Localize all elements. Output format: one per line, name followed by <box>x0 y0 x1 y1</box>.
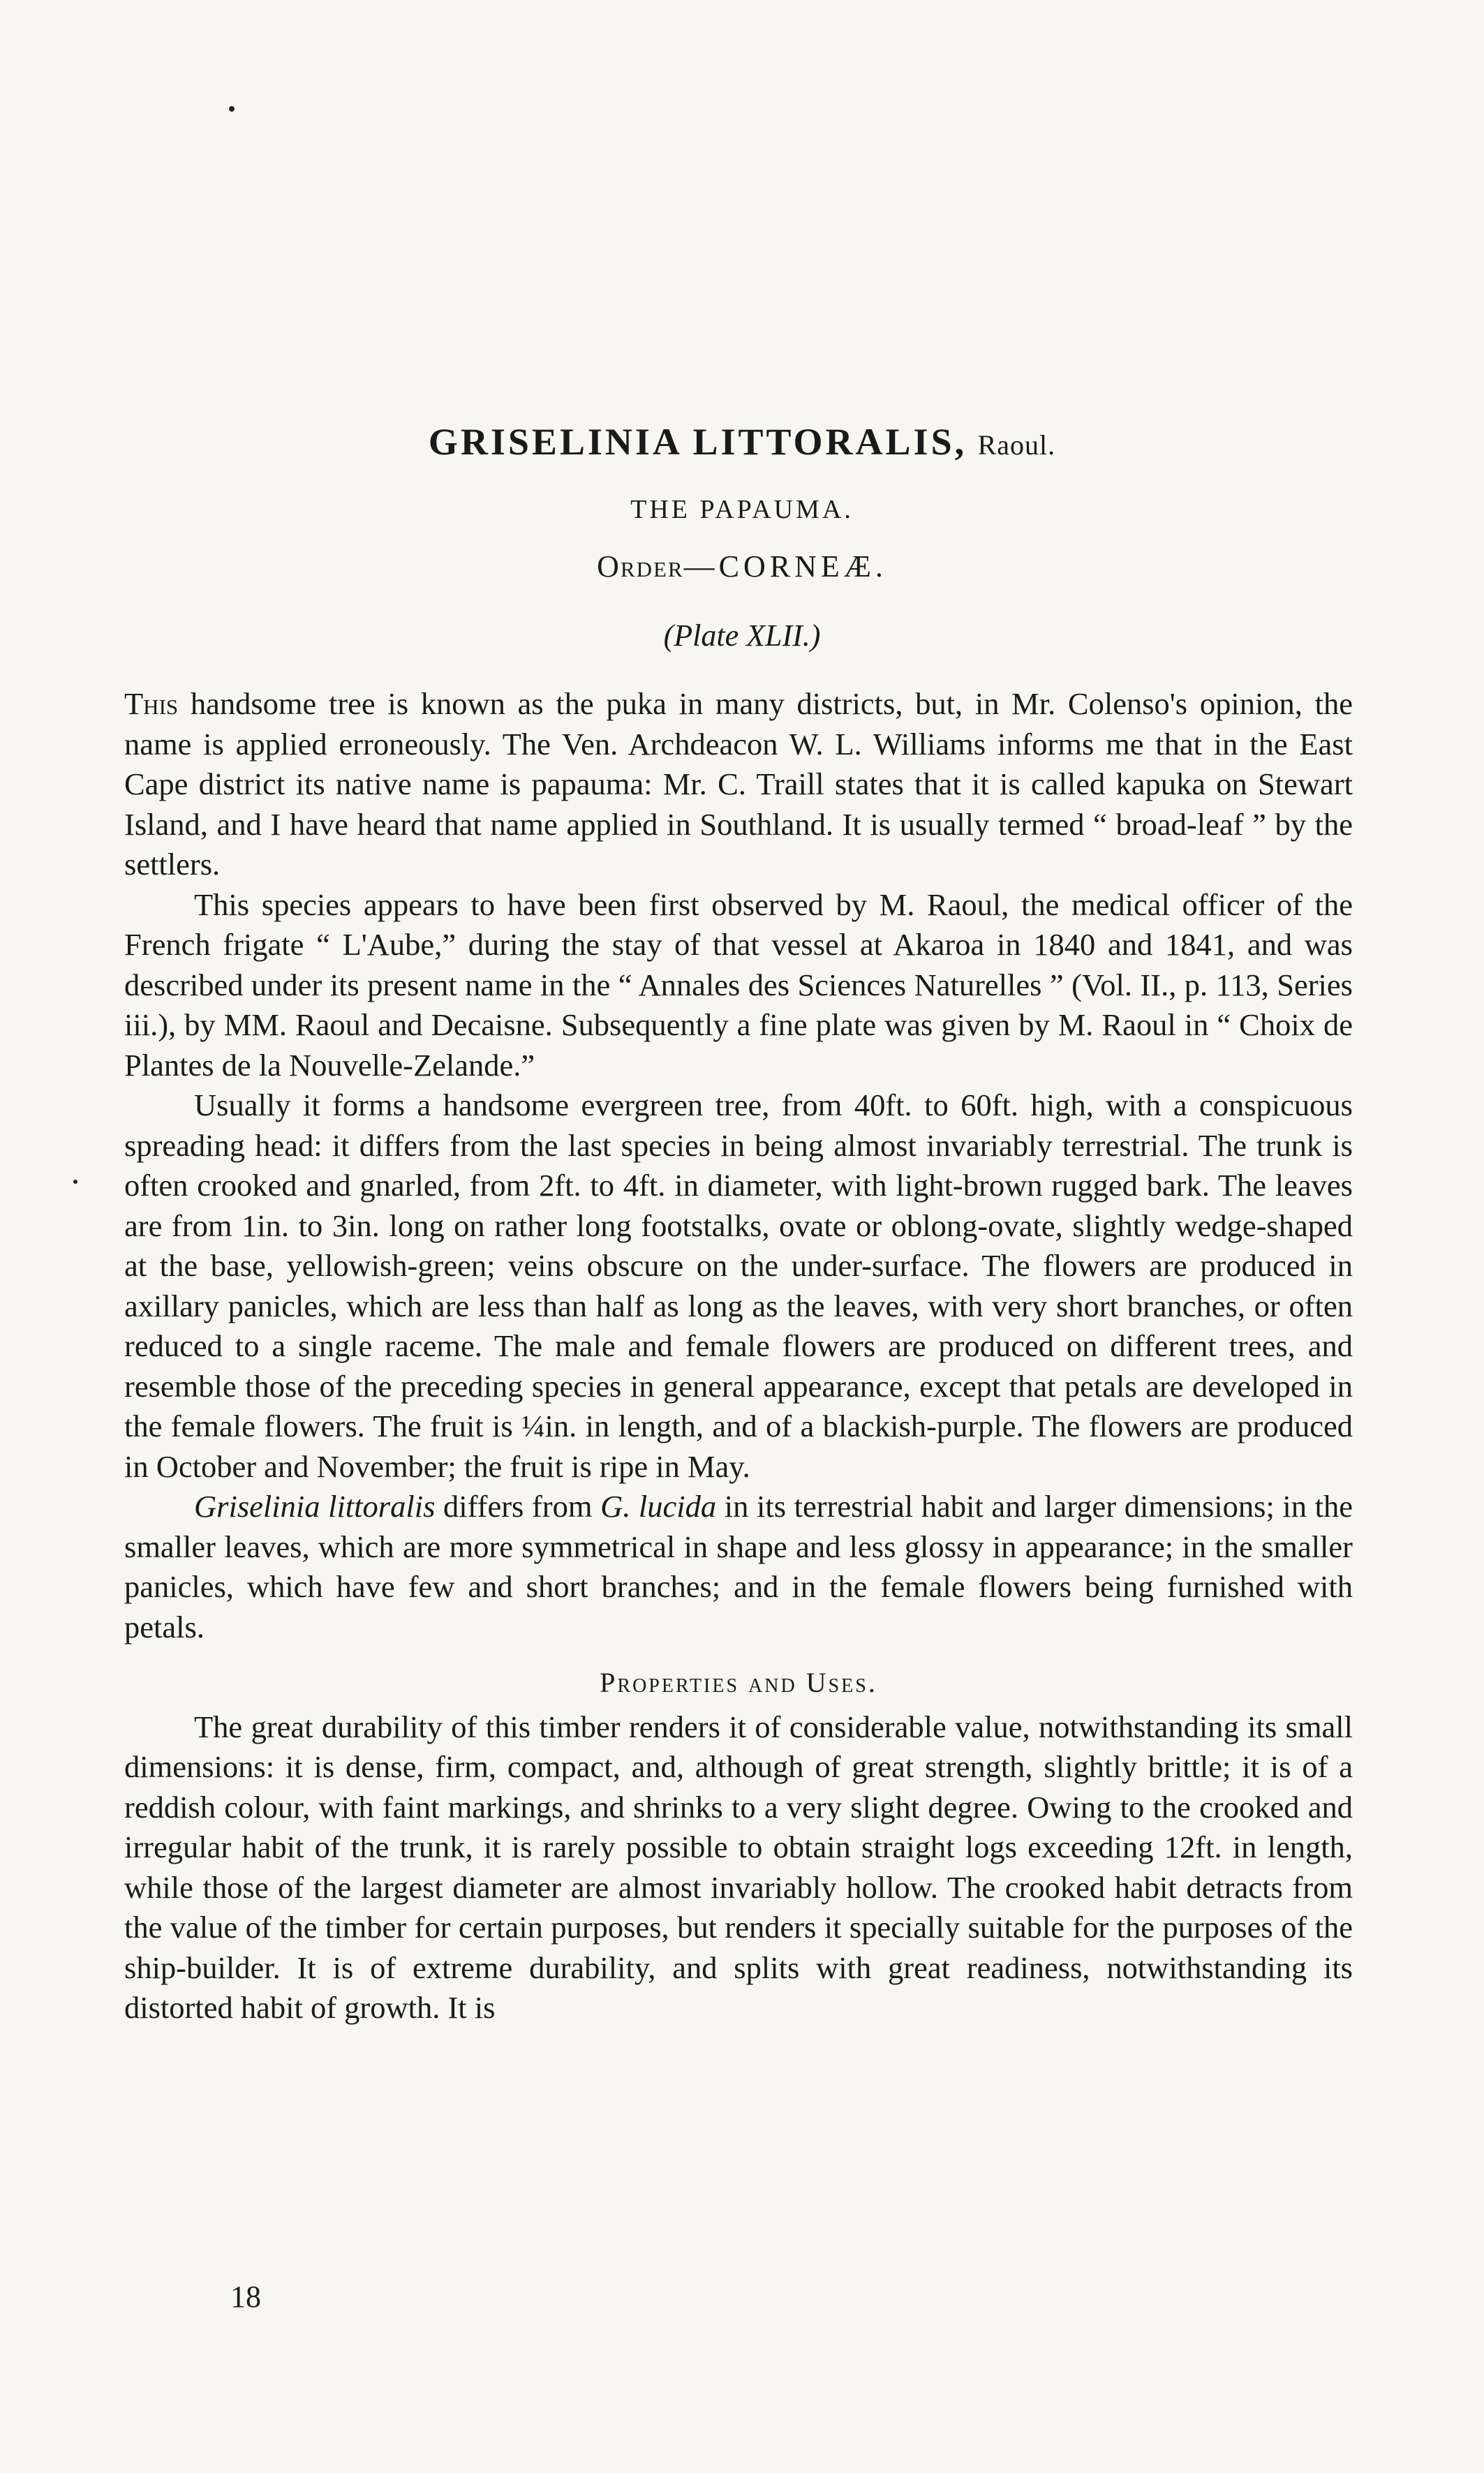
species-italic: G. lucida <box>600 1489 717 1524</box>
species-author: Raoul. <box>977 429 1056 461</box>
section-heading: Properties and Uses. <box>600 1667 877 1698</box>
species-name: GRISELINIA LITTORALIS, <box>428 421 967 463</box>
page-number: 18 <box>230 2280 261 2314</box>
ink-speck <box>229 106 235 112</box>
order-separator: — <box>683 549 719 584</box>
order-name: CORNEÆ. <box>718 549 887 584</box>
paragraph <box>124 1487 1353 1647</box>
paragraph-lead: This <box>124 686 179 721</box>
paragraph: The great durability of this timber renders it of considerable value, notwithstanding its small dimensions: it is dense, firm, compact, and, although of great strength, slightly brittle; it is of a reddish colour, with faint markings, and shrinks to a very slight degree. Owing to the crooked and irregular habit of the trunk, it is rarely possible to obtain straight logs exceeding 12ft. in length, while those of the largest diameter are almost invariably hollow. The crooked habit detracts from the value of the timber for certain purposes, but renders it specially suitable for the purposes of the ship-builder. It is of extreme durability, and splits with great readiness, notwithstanding its distorted habit of growth. It is <box>124 1709 1353 2025</box>
order-label: Order <box>597 549 684 584</box>
paragraph: Usually it forms a handsome evergreen tree, from 40ft. to 60ft. high, with a conspicuous spreading head: it differs from the last species in being almost invariably terrestrial. The trunk is often crooked and gnarled, from 2ft. to 4ft. in diameter, with light-brown rugged bark. The leaves are from 1in. to 3in. long on rather long footstalks, ovate or oblong-ovate, slightly wedge-shaped at the base, yellowish-green; veins obscure on the under-surface. The flowers are produced in axillary panicles, which are less than half as long as the leaves, with very short branches, or often reduced to a single raceme. The male and female flowers are produced on different trees, and resemble those of the preceding species in general appearance, except that petals are developed in the female flowers. The fruit is ¼in. in length, and of a blackish-purple. The flowers are produced in October and November; the fruit is ripe in May. <box>124 1087 1353 1484</box>
order-line <box>0 549 1484 584</box>
paragraph-text: differs from <box>435 1489 601 1524</box>
species-italic: Griselinia littoralis <box>194 1489 436 1524</box>
paragraph: This species appears to have been first observed by M. Raoul, the medical officer of the French frigate “ L'Aube,” during the stay of that vessel at Akaroa in 1840 and 1841, and was described under its present name in the “ Annales des Sciences Naturelles ” (Vol. II., p. 113, Series iii.), by MM. Raoul and Decaisne. Subsequently a fine plate was given by M. Raoul in “ Choix de Plantes de la Nouvelle-Zelande.” <box>124 886 1353 1083</box>
common-name: THE PAPAUMA. <box>630 495 854 524</box>
paragraph-text: in its terrestrial habit and larger dimensions; in the smaller leaves, which are more symmetrical in shape and less glossy in appearance; in the smaller panicles, which have few and short branches; and in the female flowers being furnished with petals. <box>124 1489 1353 1644</box>
ink-speck <box>73 1180 77 1184</box>
body-text <box>124 684 1353 2028</box>
species-title <box>0 419 1484 468</box>
paragraph-text: handsome tree is known as the puka in many districts, but, in Mr. Colenso's opinion, the name is applied erroneously. The Ven. Archdeacon W. L. Williams informs me that in the East Cape district its native name is papauma: Mr. C. Traill states that it is called kapuka on Stewart Island, and I have heard that name applied in Southland. It is usually termed “ broad-leaf ” by the settlers. <box>124 686 1353 882</box>
paragraph <box>124 684 1353 885</box>
plate-reference: (Plate XLII.) <box>663 618 821 653</box>
